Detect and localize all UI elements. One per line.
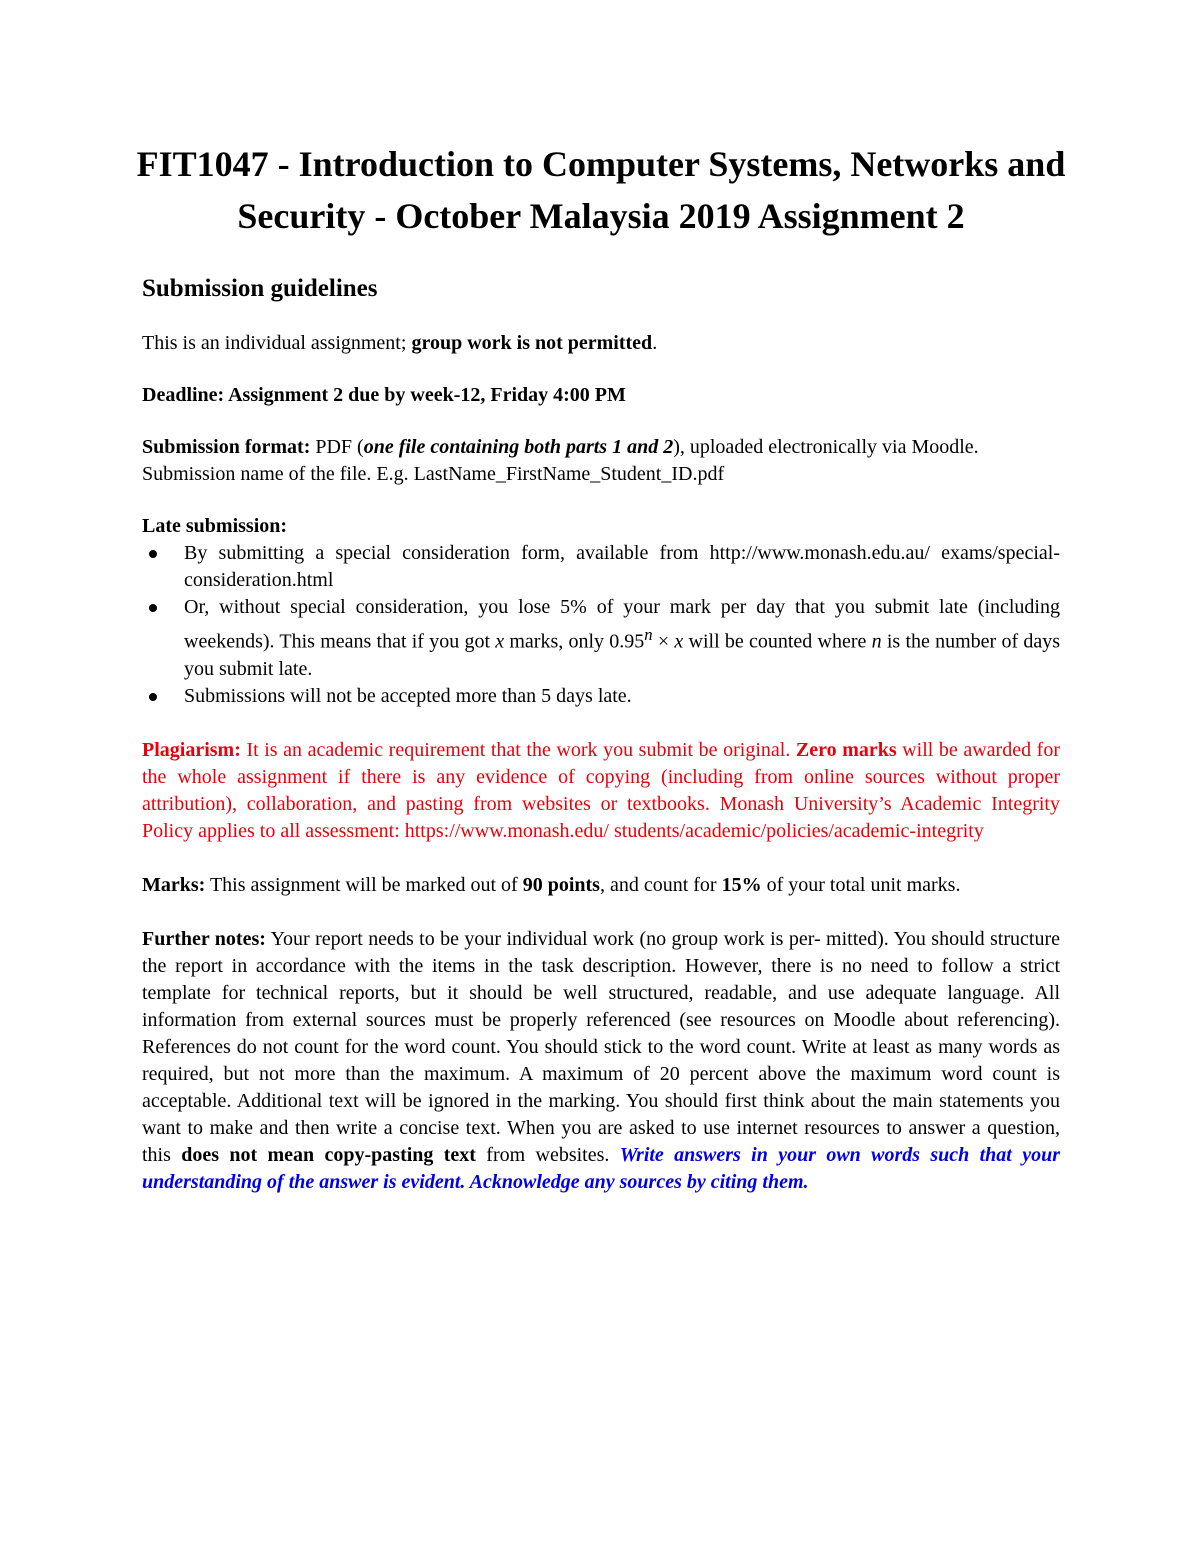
marks-text-2: , and count for <box>599 873 722 896</box>
submission-format-paragraph <box>142 434 1060 488</box>
notes-blue-emphasis: Write answers in your own words such that your understanding of the answer is evident. Acknowledge any sources by citing them. <box>142 1143 1060 1193</box>
notes-bold: does not mean copy-pasting text <box>181 1143 476 1166</box>
late-submission-heading <box>142 513 1060 540</box>
math-n-superscript: n <box>644 625 653 644</box>
marks-percent: 15% <box>721 873 762 896</box>
list-item <box>142 540 1060 594</box>
marks-paragraph <box>142 872 1060 899</box>
marks-text-3: of your total unit marks. <box>761 873 961 896</box>
document-title <box>111 138 1091 242</box>
plagiarism-text-1: It is an academic requirement that the work you submit be original. <box>240 738 796 761</box>
further-notes-paragraph <box>142 926 1060 1196</box>
intro-text: This is an individual assignment; <box>142 332 412 354</box>
title-line-1: FIT1047 - Introduction to Computer Systems, Networks and <box>136 144 1066 184</box>
plagiarism-bold: Zero marks <box>795 738 897 761</box>
bullet-icon <box>149 550 157 558</box>
marks-points: 90 points <box>522 873 600 896</box>
notes-label: Further notes: <box>142 927 266 950</box>
late-item-1-text: By submitting a special consideration form, available from http://www.monash.edu.au/ exams/special-consideration.html <box>184 542 1060 591</box>
late-label: Late submission: <box>142 515 288 537</box>
late-item-2-text-d: will be counted where <box>683 630 872 653</box>
deadline-paragraph <box>142 382 1060 409</box>
late-item-2-text-b: marks, only 0.95 <box>504 630 645 653</box>
format-label: Submission format: <box>142 436 311 458</box>
math-n: n <box>871 630 882 653</box>
submission-guidelines-heading: Submission guidelines <box>142 275 378 302</box>
bullet-icon <box>149 693 157 701</box>
late-item-2-text-a: Or, without special consideration, you lose 5% of your mark per day that you submit late (including weekends). This means that if you got <box>184 596 1060 653</box>
late-item-3-text: Submissions will not be accepted more than 5 days late. <box>184 684 632 707</box>
notes-text-2: from websites. <box>475 1143 620 1166</box>
late-submission-list <box>142 540 1060 710</box>
deadline-text: Deadline: Assignment 2 due by week-12, Friday 4:00 PM <box>142 384 626 406</box>
list-item <box>142 683 1060 710</box>
late-item-2-text-e: is the number of days you submit late. <box>184 630 1061 680</box>
intro-bold-text: group work is not permitted <box>411 332 653 354</box>
bullet-icon <box>149 604 157 612</box>
late-item-2-text-c: × <box>652 630 675 653</box>
format-text-1: PDF ( <box>310 436 364 458</box>
format-bold-italic: one file containing both parts 1 and 2 <box>363 436 674 458</box>
document-page <box>136 138 1066 1196</box>
title-line-2: Security - October Malaysia 2019 Assignment 2 <box>237 196 965 236</box>
plagiarism-paragraph <box>142 737 1060 845</box>
plagiarism-label: Plagiarism: <box>142 738 241 761</box>
marks-label: Marks: <box>142 873 206 896</box>
list-item <box>142 594 1060 683</box>
plagiarism-text-2: will be awarded for the whole assignment if there is any evidence of copying (including from online sources without proper attribution), collaboration, and pasting from websites or textbooks. Monash University’s Academic Integrity Policy applies to all assessment: https://www.monash.edu/ students/academic/policies/academic-integrity <box>142 738 1060 842</box>
intro-end: . <box>652 332 658 354</box>
intro-paragraph <box>142 330 1060 357</box>
format-text-2: ), uploaded electronically via Moodle. Submission name of the file. E.g. LastName_FirstName_Student_ID.pdf <box>142 436 979 485</box>
math-x: x <box>495 630 505 653</box>
notes-text-1: Your report needs to be your individual work (no group work is per- mitted). You should structure the report in accordance with the items in the task description. However, there is no need to follow a strict template for technical reports, but it should be well structured, readable, and use adequate language. All information from external sources must be properly referenced (see resources on Moodle about referencing). References do not count for the word count. You should stick to the word count. Write at least as many words as required, but not more than the maximum. A maximum of 20 percent above the maximum word count is acceptable. Additional text will be ignored in the marking. You should first think about the main statements you want to make and then write a concise text. When you are asked to use internet resources to answer a question, this <box>142 927 1060 1166</box>
marks-text-1: This assignment will be marked out of <box>205 873 523 896</box>
math-x: x <box>674 630 684 653</box>
